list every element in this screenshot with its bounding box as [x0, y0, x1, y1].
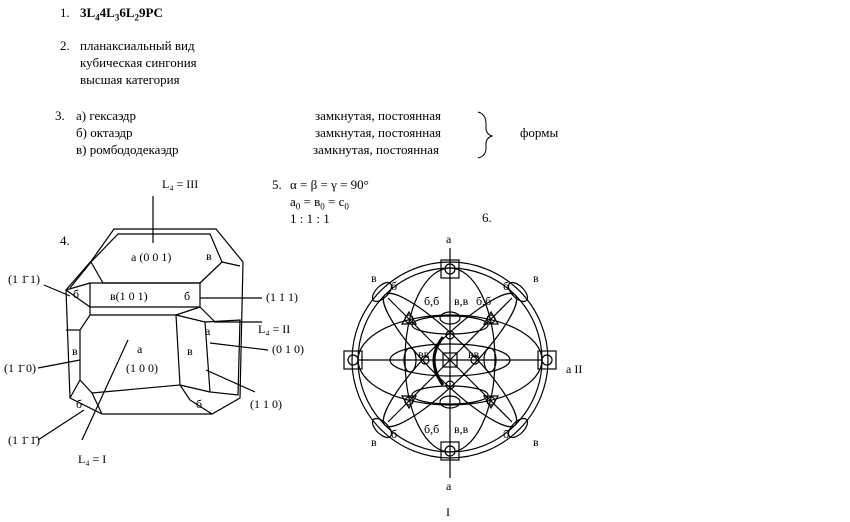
face-v-top-right: в [206, 249, 212, 263]
forms-group-label: формы [520, 125, 559, 140]
pair-bb-top-right: б,б [476, 294, 492, 308]
index-1-1bar-1: (1 1̄ 1) [8, 272, 40, 286]
system-line: кубическая сингония [80, 55, 197, 70]
pair-bb-bottom: б,б [424, 422, 440, 436]
face-b-bottom-left: б [76, 397, 83, 411]
category-line: высшая категория [80, 72, 180, 87]
form-hexahedron: а) гексаэдр [76, 108, 136, 123]
outer-v-tl: в [371, 271, 377, 285]
outer-v-br: в [533, 435, 539, 449]
vv-left: вв [418, 347, 430, 361]
face-v-right: в [187, 344, 193, 358]
index-111: (1 1 1) [266, 290, 298, 304]
face-v-left: в [72, 344, 78, 358]
index-1-1bar-1bar: (1 1̄ 1̄) [8, 433, 40, 447]
index-110: (1 1 0) [250, 397, 282, 411]
pair-vv-top: в,в [454, 294, 469, 308]
class-type-line: планаксиальный вид [80, 38, 195, 53]
axis-II-label: L₄ = II [258, 322, 291, 336]
crystal-drawing [38, 196, 268, 440]
face-001-label: а (0 0 1) [131, 250, 172, 264]
index-010: (0 1 0) [272, 342, 304, 356]
outer-v-bl: в [371, 435, 377, 449]
vv-right: вв [468, 347, 480, 361]
inner-b-br: б [503, 427, 510, 441]
pole-right-label: а II [566, 362, 583, 376]
inner-b-tl: б [391, 279, 398, 293]
inner-b-tr: б [503, 279, 510, 293]
form-rhombododecahedron-desc: замкнутая, постоянная [313, 142, 439, 157]
pole-top-label: а [446, 232, 452, 246]
axis-I-label: L₄ = I [78, 452, 107, 466]
stereo-labels [371, 232, 582, 519]
form-hexahedron-desc: замкнутая, постоянная [315, 108, 441, 123]
ratio-line: 1 : 1 : 1 [290, 211, 330, 226]
item5-number: 5. [272, 177, 282, 192]
symmetry-formula: $3L_44L_36L_29PC$ [80, 5, 163, 23]
form-octahedron: б) октаэдр [76, 125, 133, 140]
face-101-label: в(1 0 1) [110, 289, 148, 303]
form-rhombododecahedron: в) ромбододекаэдр [76, 142, 179, 157]
index-1-1bar-0: (1 1̄ 0) [4, 361, 36, 375]
item1-number: 1. [60, 5, 70, 20]
outer-v-tr: в [533, 271, 539, 285]
inner-b-bl: б [391, 427, 398, 441]
form-octahedron-desc: замкнутая, постоянная [315, 125, 441, 140]
item6-number: 6. [482, 210, 492, 225]
pole-bottom-label: а [446, 479, 452, 493]
crystal-labels [4, 177, 304, 466]
pair-vv-bottom: в,в [454, 422, 469, 436]
face-b-bottom-right: б [196, 397, 203, 411]
axis-III-label: L₄ = III [162, 177, 199, 191]
parameters-line: $a_0 = в_0 = c_0$ [290, 194, 349, 212]
face-010-letter: а [205, 324, 211, 338]
pair-bb-top: б,б [424, 294, 440, 308]
face-100-letter: а [137, 342, 143, 356]
face-100-index: (1 0 0) [126, 361, 158, 375]
angles-line: α = β = γ = 90° [290, 177, 369, 192]
item3-number: 3. [55, 108, 65, 123]
axis-I-stereo-label: I [446, 505, 450, 519]
brace-icon [478, 112, 492, 158]
face-b-left: б [73, 287, 80, 301]
item4-number: 4. [60, 233, 70, 248]
item2-number: 2. [60, 38, 70, 53]
face-b-right: б [184, 289, 191, 303]
